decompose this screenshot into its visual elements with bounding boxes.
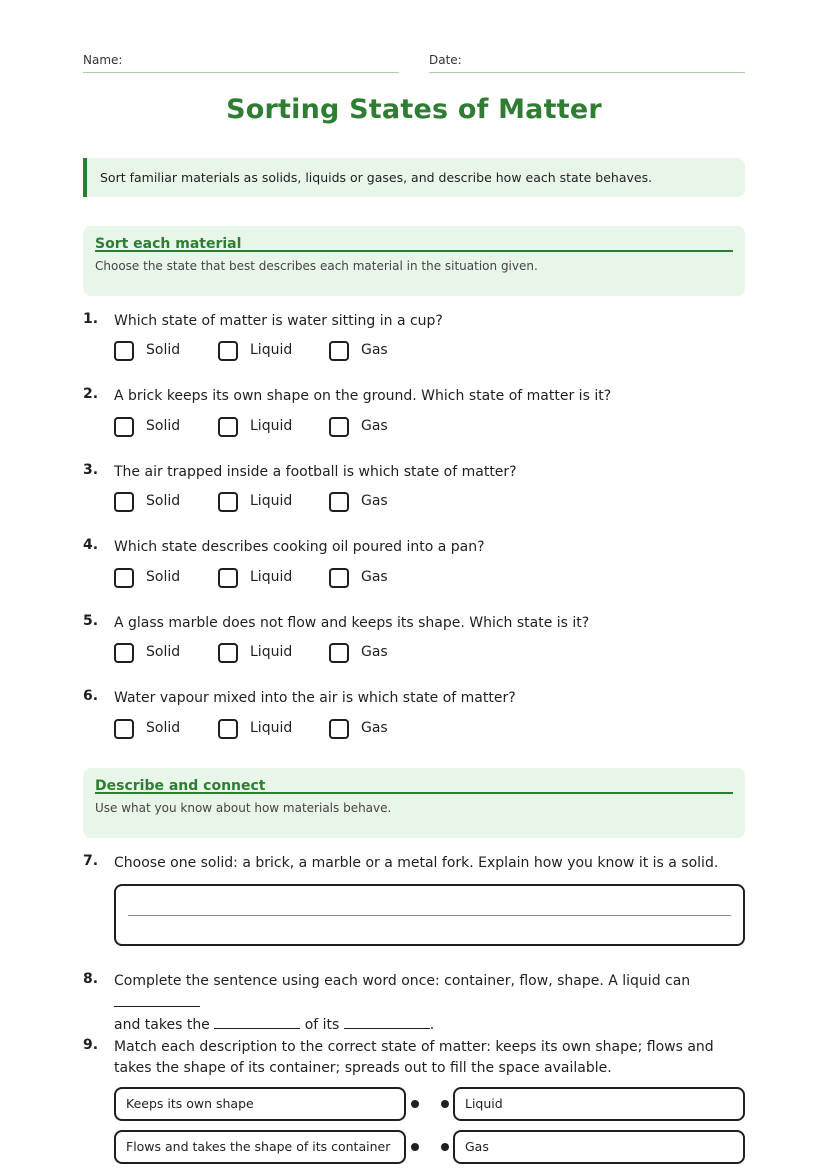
sentence-part-1: Complete the sentence using each word once: container, flow, shape. A liquid can xyxy=(114,973,691,989)
checkbox[interactable] xyxy=(114,719,134,739)
checkbox[interactable] xyxy=(218,719,238,739)
option-label: Liquid xyxy=(250,644,293,660)
match-dot-left-1[interactable] xyxy=(411,1100,419,1108)
option-label: Solid xyxy=(146,720,181,736)
checkbox[interactable] xyxy=(114,568,134,588)
option-label: Solid xyxy=(146,569,181,585)
option-label: Gas xyxy=(361,569,388,585)
question-number: 4. xyxy=(83,537,99,553)
option-label: Gas xyxy=(361,720,388,736)
checkbox[interactable] xyxy=(114,643,134,663)
name-field[interactable] xyxy=(83,52,399,73)
option-label: Gas xyxy=(361,644,388,660)
question-text: Which state of matter is water sitting in a cup? xyxy=(114,313,443,329)
option-label: Gas xyxy=(361,493,388,509)
match-state-2[interactable]: Gas xyxy=(453,1130,745,1164)
question-text: A glass marble does not flow and keeps its shape. Which state is it? xyxy=(114,615,590,631)
match-dot-left-2[interactable] xyxy=(411,1143,419,1151)
option-label: Liquid xyxy=(250,342,293,358)
checkbox[interactable] xyxy=(114,417,134,437)
checkbox[interactable] xyxy=(329,341,349,361)
option-label: Liquid xyxy=(250,418,293,434)
section-sort-materials xyxy=(83,226,745,296)
question-text: A brick keeps its own shape on the ground. Which state of matter is it? xyxy=(114,388,612,404)
question-number: 9. xyxy=(83,1037,99,1053)
section-title: Sort each material xyxy=(95,226,733,252)
option-label: Solid xyxy=(146,644,181,660)
name-date-row xyxy=(83,52,745,74)
question-text: Which state describes cooking oil poured into a pan? xyxy=(114,539,485,555)
question-number: 2. xyxy=(83,386,99,402)
section-subtitle: Use what you know about how materials behave. xyxy=(95,801,392,815)
question-text: Water vapour mixed into the air is which state of matter? xyxy=(114,690,516,706)
match-dot-right-1[interactable] xyxy=(441,1100,449,1108)
question-text xyxy=(114,971,742,1036)
question-text: The air trapped inside a football is which state of matter? xyxy=(114,464,517,480)
date-label: Date: xyxy=(429,53,462,67)
answer-line xyxy=(128,915,731,916)
option-label: Gas xyxy=(361,342,388,358)
blank-1[interactable] xyxy=(114,992,200,1007)
match-description-2[interactable]: Flows and takes the shape of its container xyxy=(114,1130,406,1164)
question-number: 5. xyxy=(83,613,99,629)
section-title: Describe and connect xyxy=(95,768,733,794)
sentence-part-2: and takes the xyxy=(114,1017,210,1033)
option-label: Solid xyxy=(146,418,181,434)
option-label: Solid xyxy=(146,342,181,358)
checkbox[interactable] xyxy=(114,492,134,512)
blank-2[interactable] xyxy=(214,1014,300,1029)
answer-box[interactable] xyxy=(114,884,745,946)
question-number: 3. xyxy=(83,462,99,478)
option-label: Solid xyxy=(146,493,181,509)
option-label: Liquid xyxy=(250,493,293,509)
question-text: Match each description to the correct state of matter: keeps its own shape; flows and takes the shape of its container; spreads out to fill the space available. xyxy=(114,1039,714,1076)
intro-banner: Sort familiar materials as solids, liquids or gases, and describe how each state behaves. xyxy=(83,158,745,197)
question-number: 8. xyxy=(83,971,99,987)
checkbox[interactable] xyxy=(329,417,349,437)
match-state-1[interactable]: Liquid xyxy=(453,1087,745,1121)
sentence-part-4: . xyxy=(429,1017,435,1033)
option-label: Liquid xyxy=(250,720,293,736)
option-label: Gas xyxy=(361,418,388,434)
checkbox[interactable] xyxy=(218,492,238,512)
checkbox[interactable] xyxy=(218,568,238,588)
question-number: 1. xyxy=(83,311,99,327)
blank-3[interactable] xyxy=(344,1014,430,1029)
name-label: Name: xyxy=(83,53,123,67)
section-subtitle: Choose the state that best describes each material in the situation given. xyxy=(95,259,538,273)
sentence-part-3: of its xyxy=(304,1017,340,1033)
match-description-1[interactable]: Keeps its own shape xyxy=(114,1087,406,1121)
question-number: 7. xyxy=(83,853,99,869)
checkbox[interactable] xyxy=(218,643,238,663)
checkbox[interactable] xyxy=(329,568,349,588)
checkbox[interactable] xyxy=(329,643,349,663)
option-label: Liquid xyxy=(250,569,293,585)
page-title: Sorting States of Matter xyxy=(226,94,602,125)
question-text: Choose one solid: a brick, a marble or a metal fork. Explain how you know it is a solid. xyxy=(114,855,719,871)
checkbox[interactable] xyxy=(114,341,134,361)
checkbox[interactable] xyxy=(329,492,349,512)
date-field[interactable] xyxy=(429,52,745,73)
checkbox[interactable] xyxy=(218,417,238,437)
section-describe-connect xyxy=(83,768,745,838)
match-dot-right-2[interactable] xyxy=(441,1143,449,1151)
checkbox[interactable] xyxy=(329,719,349,739)
question-number: 6. xyxy=(83,688,99,704)
checkbox[interactable] xyxy=(218,341,238,361)
